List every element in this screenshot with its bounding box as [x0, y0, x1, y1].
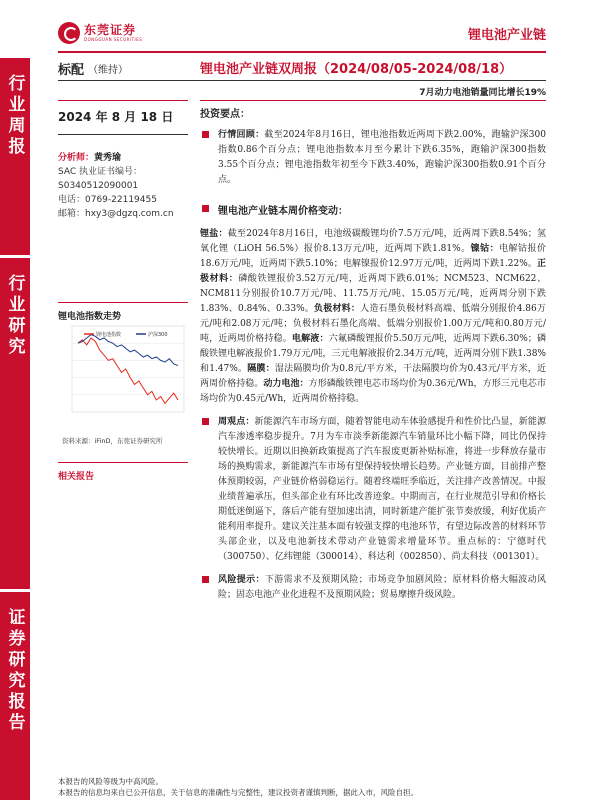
risk-text: 下游需求不及预期风险；市场竞争加剧风险；原材料价格大幅波动风险；固态电池产业化进程不及预期风险；贸易摩擦升级风险。 [218, 575, 546, 600]
side-band [0, 58, 30, 800]
date-divider [58, 134, 188, 135]
page-header [0, 0, 600, 50]
report-subtitle: 7月动力电池销量同比增长19% [419, 88, 546, 98]
battery-label: 动力电池： [263, 379, 309, 389]
anode-text: 人造石墨负极材料高端、低端分别报价4.86万元/吨和2.08万元/吨；负极材料石墨化高端、低端分别报价1.00万元/吨和0.80万元/吨，近两周价格持稳。 [200, 304, 546, 344]
report-date-block [58, 108, 188, 125]
main-content [200, 105, 546, 603]
legend-label-0: 锂电池指数 [96, 332, 122, 338]
logo-icon [58, 22, 80, 44]
price-change-heading: 锂电池产业链本周价格变动： [200, 202, 546, 217]
company-logo [58, 22, 142, 44]
band-industry-research: 行业研究 [0, 258, 30, 589]
bullet-icon [202, 418, 209, 425]
analyst-label: 分析师： [58, 153, 95, 163]
view-label: 周观点： [218, 417, 255, 427]
related-reports-heading: 相关报告 [58, 472, 95, 482]
electrolyte-text: 六氟磷酸锂报价5.50万元/吨，近两周下跌6.30%；磷酸铁锂电解液报价1.79万元/吨，三元电解液报价2.34万元/吨，近两周分别下跌1.38%和1.47%。 [200, 334, 546, 374]
weekly-view [200, 415, 546, 565]
cathode-label: 正极材料： [200, 259, 546, 284]
bullet-icon [202, 205, 209, 212]
chart-source: 资料来源：iFinD，东莞证券研究所 [62, 437, 163, 445]
market-review [200, 128, 546, 188]
band-securities-report: 证券研究报告 [0, 592, 30, 800]
disclaimer-text: 本报告的信息均来自已公开信息，关于信息的准确性与完整性，建议投资者谨慎判断，据此入市，风险自担。 [58, 788, 418, 797]
risk-label: 风险提示： [218, 575, 265, 585]
band-report-type: 行业周报 [0, 58, 30, 255]
lithium-label: 锂盐： [200, 229, 228, 239]
cert-label: SAC 执业证书编号： [58, 167, 143, 177]
header-divider [58, 51, 546, 53]
chart-svg [58, 322, 188, 426]
logo-english: DONGGUAN SECURITIES [84, 36, 143, 42]
cobalt-text: 电解钴报价18.6万元/吨，近两周下跌5.10%；电解镍报价12.97万元/吨，近两周下跌1.22%。 [200, 244, 546, 269]
cobalt-label: 镍钴： [470, 244, 500, 254]
analyst-email[interactable]: 邮箱：hxy3@dgzq.com.cn [58, 209, 174, 219]
price-details [200, 227, 546, 407]
risk-warning [200, 573, 546, 603]
disclaimer [58, 776, 546, 798]
market-text: 截至2024年8月16日，锂电池指数近两周下跌2.00%，跑输沪深300指数0.86个百分点；锂电池指数本月至今累计下跌6.35%，跑输沪深300指数3.55个百分点；锂电池指数年初至今下跌3.40%，跑输沪深300指数0.91个百分点。 [218, 130, 546, 185]
view-text: 新能源汽车市场方面，随着智能电动车体验感提升和性价比凸显，新能源汽车渗透率稳步提升。7月为车市淡季新能源汽车销量环比小幅下降，同比仍保持较快增长。近期以旧换新政策提高了汽车报废更新补贴标准，将进一步释放存量市场的换购需求，新能源汽车市场有望保持较快增长趋势。产业链方面，目前排产整体预期较弱，产业链价格弱稳运行。随着终端旺季临近，关注排产改善情况。中报业绩普遍承压，但头部企业有环比改善迹象。中期而言，在行业规范引导和价格长期低迷倒逼下，落后产能有望加速出清，同时新建产能扩张节奏放缓，利好优质产能利用率提升。建议关注基本面有较强支撑的电池环节，有望边际改善的材料环节头部企业，以及电池新技术带动产业链需求增量环节。重点标的：宁德时代（300750）、亿纬锂能（300014）、科达利（002850）、尚太科技（001301）。 [218, 417, 546, 562]
separator-text: 湿法隔膜均价为0.8元/平方米，干法隔膜均价为0.43元/平方米，近两周价格持稳。 [200, 364, 547, 389]
sector-name: 锂电池产业链 [467, 28, 546, 43]
left-divider [58, 100, 188, 101]
battery-text: 方形磷酸铁锂电芯市场均价为0.36元/Wh，方形三元电芯市场均价为0.45元/Wh，近两周价格持稳。 [200, 379, 546, 404]
key-points-heading: 投资要点： [200, 109, 250, 120]
separator-label: 隔膜： [247, 364, 275, 374]
lithium-text: 截至2024年8月16日，电池级碳酸锂均价7.5万元/吨，近两周下跌8.54%；氢氧化锂（LiOH 56.5%）报价8.13万元/吨，近两周下跌1.81%。 [200, 229, 546, 254]
cert-number: S0340512090001 [58, 181, 139, 191]
rating: 标配 [58, 62, 85, 78]
bullet-icon [202, 576, 209, 583]
title-divider [58, 80, 546, 81]
rating-note: （维持） [88, 64, 129, 76]
report-title: 锂电池产业链双周报（2024/08/05-2024/08/18） [200, 62, 513, 77]
electrolyte-label: 电解液： [291, 334, 329, 344]
chart-title: 锂电池指数走势 [58, 312, 122, 322]
cathode-text: 磷酸铁锂报价3.52万元/吨，近两周下跌6.01%；NCM523、NCM622、NCM811分别报价10.7万元/吨、11.75万元/吨、15.05万元/吨，近两周分别下跌1.83%、0.84%、0.33%。 [200, 274, 546, 314]
bullet-icon [202, 131, 209, 138]
analyst-info [58, 151, 188, 221]
chart-plot-area [72, 326, 184, 412]
risk-level: 本报告的风险等级为中高风险。 [58, 777, 163, 786]
market-label: 行情回顾： [218, 130, 265, 140]
logo-name: 东莞证券 [84, 22, 137, 37]
chart-top-divider [58, 302, 188, 303]
index-chart [58, 322, 188, 426]
anode-label: 负极材料： [314, 304, 361, 314]
legend-label-1: 沪深300 [148, 332, 168, 338]
main-divider [200, 100, 546, 101]
analyst-name: 黄秀瑜 [94, 153, 122, 163]
related-divider [58, 462, 188, 463]
analyst-phone: 电话：0769-22119455 [58, 195, 157, 205]
report-date: 2024 年 8 月 18 日 [58, 110, 174, 124]
